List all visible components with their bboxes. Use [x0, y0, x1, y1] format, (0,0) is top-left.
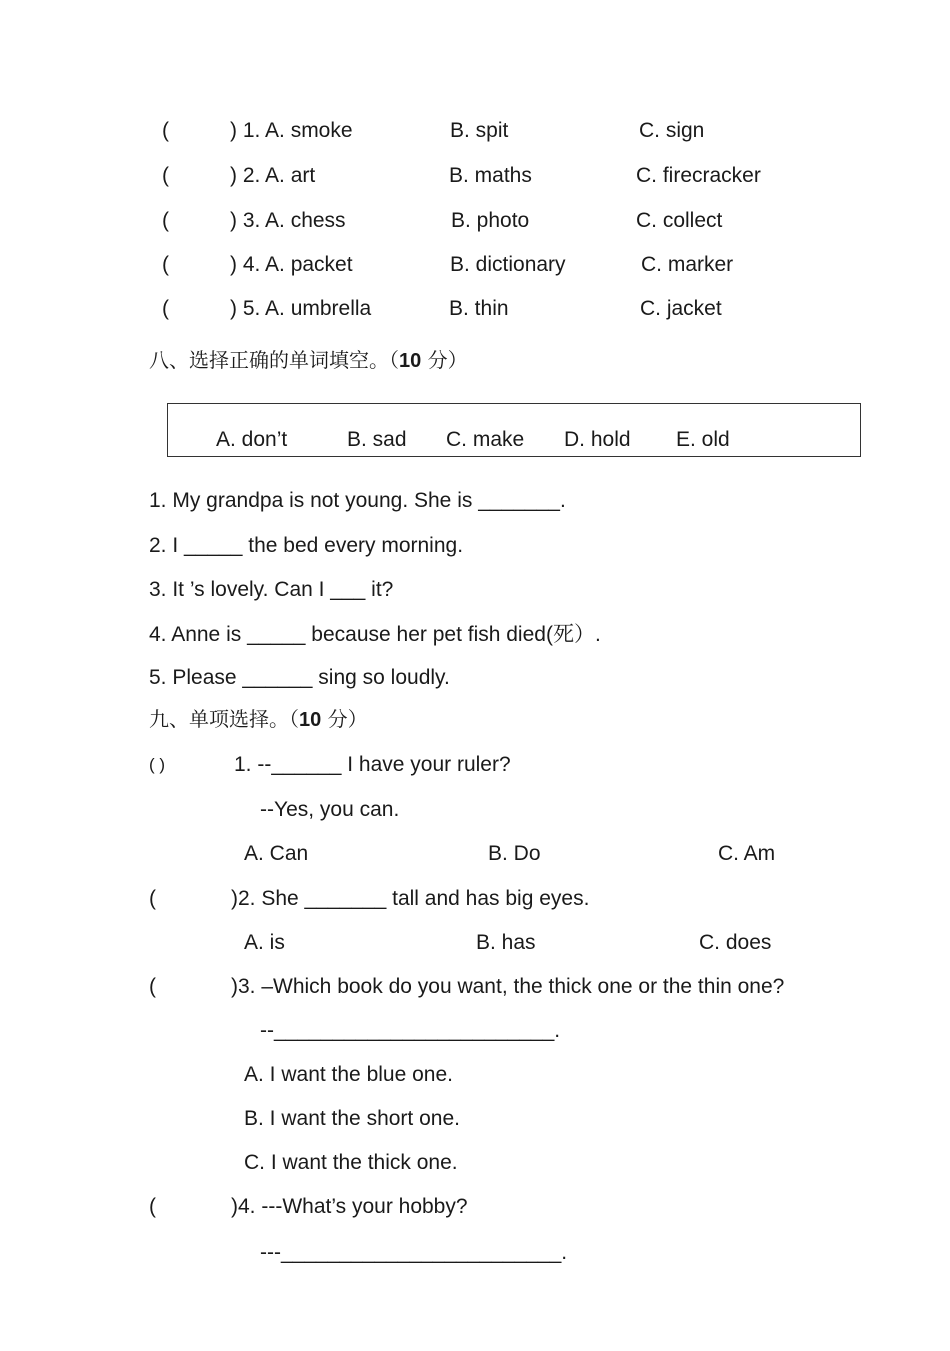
option-b: B. has — [476, 931, 536, 954]
answer-paren-open: ( — [149, 887, 156, 910]
fill-question: 3. It ’s lovely. Can I ___ it? — [149, 578, 394, 601]
fill-question: 2. I _____ the bed every morning. — [149, 534, 464, 557]
option-b: B. thin — [449, 297, 509, 320]
answer-paren-open: ( — [162, 209, 169, 232]
section9-heading — [149, 709, 368, 730]
mc-question: )3. –Which book do you want, the thick one or the thin one? — [231, 975, 785, 998]
option-c: C. collect — [636, 209, 723, 232]
mc-answer-line: --________________________. — [260, 1019, 561, 1042]
question-text: ) 5. A. umbrella — [230, 297, 372, 320]
option-b: B. I want the short one. — [244, 1107, 460, 1130]
option-c: C. jacket — [640, 297, 722, 320]
mc-answer-line: --Yes, you can. — [260, 798, 400, 821]
option-c: C. firecracker — [636, 164, 761, 187]
heading-points: 10 — [399, 350, 422, 372]
answer-paren-open: ( — [162, 119, 169, 142]
mc-question: )2. She _______ tall and has big eyes. — [231, 887, 590, 910]
heading-text: 八、选择正确的单词填空。（ — [149, 348, 399, 372]
option-b: B. maths — [449, 164, 532, 187]
answer-paren-open: ( — [162, 164, 169, 187]
answer-paren-open: ( — [162, 253, 169, 276]
word-bank-item: B. sad — [347, 428, 407, 451]
word-bank-item: D. hold — [564, 428, 631, 451]
option-a: A. Can — [244, 842, 309, 865]
option-c: C. does — [699, 931, 772, 954]
option-b: B. dictionary — [450, 253, 566, 276]
question-text: ) 2. A. art — [230, 164, 316, 187]
answer-paren-open: ( — [149, 975, 156, 998]
option-b: B. Do — [488, 842, 541, 865]
question-text: ) 3. A. chess — [230, 209, 346, 232]
option-a: A. I want the blue one. — [244, 1063, 453, 1086]
section8-heading — [149, 350, 468, 371]
mc-question: )4. ---What’s your hobby? — [231, 1195, 468, 1218]
heading-suffix: 分） — [421, 348, 468, 372]
option-a: A. is — [244, 931, 285, 954]
question-text: ) 4. A. packet — [230, 253, 353, 276]
option-c: C. I want the thick one. — [244, 1151, 458, 1174]
option-c: C. sign — [639, 119, 705, 142]
mc-question: 1. --______ I have your ruler? — [234, 753, 511, 776]
heading-points: 10 — [299, 709, 322, 731]
fill-question: 4. Anne is _____ because her pet fish died(死）. — [149, 623, 601, 646]
answer-paren-open: ( — [162, 297, 169, 320]
option-c: C. Am — [718, 842, 776, 865]
heading-text: 九、单项选择。（ — [149, 707, 299, 731]
option-b: B. photo — [451, 209, 530, 232]
heading-suffix: 分） — [321, 707, 368, 731]
mc-answer-line: ---________________________. — [260, 1241, 568, 1264]
question-text: ) 1. A. smoke — [230, 119, 353, 142]
fill-question: 5. Please ______ sing so loudly. — [149, 666, 450, 689]
word-bank-item: C. make — [446, 428, 525, 451]
option-c: C. marker — [641, 253, 734, 276]
answer-paren: ( ) — [149, 755, 166, 774]
word-bank-item: A. don’t — [216, 428, 288, 451]
answer-paren-open: ( — [149, 1195, 156, 1218]
option-b: B. spit — [450, 119, 509, 142]
fill-question: 1. My grandpa is not young. She is _______. — [149, 489, 566, 512]
word-bank-item: E. old — [676, 428, 730, 451]
